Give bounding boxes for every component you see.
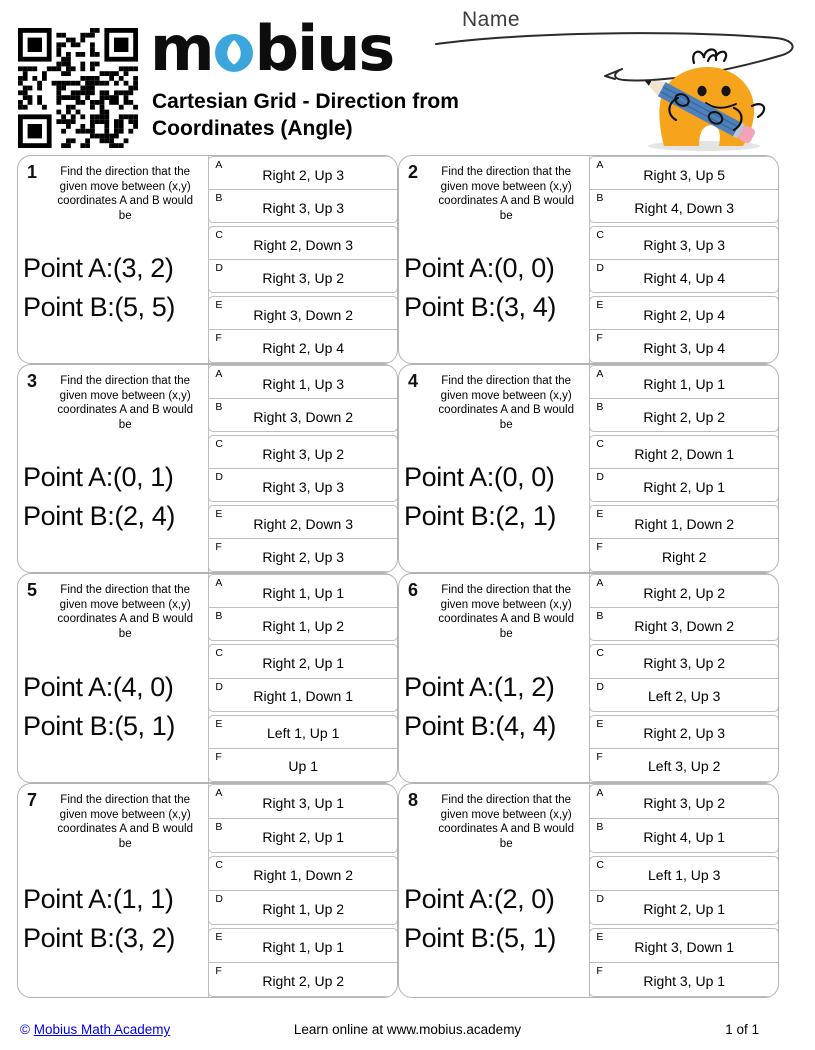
point-b-text: Point B:(5, 5) [23, 292, 175, 323]
option-group [589, 574, 779, 641]
answer-option [590, 366, 778, 398]
point-a-text: Point A:(1, 2) [404, 671, 555, 702]
option-letter: C [215, 229, 223, 241]
problem-number: 7 [27, 790, 38, 810]
point-b-text: Point B:(3, 4) [404, 292, 556, 323]
answer-option [590, 436, 778, 468]
option-text: Right 3, Down 1 [634, 939, 734, 955]
answer-option [590, 962, 778, 996]
option-letter: D [215, 893, 223, 905]
qr-code-icon [18, 28, 138, 148]
answer-option [590, 538, 778, 571]
option-letter: A [215, 159, 223, 171]
problem-description [18, 784, 209, 997]
option-letter: D [596, 893, 604, 905]
option-text: Right 2, Up 1 [262, 654, 345, 671]
option-text: Left 2, Up 3 [648, 688, 721, 705]
option-letter: A [215, 787, 223, 799]
option-group [208, 856, 398, 925]
option-letter: F [215, 332, 222, 344]
mobius-logo [150, 12, 394, 85]
option-text: Right 3, Up 2 [262, 269, 345, 286]
option-text: Right 2, Up 3 [262, 166, 345, 183]
water-drop-o-icon [214, 31, 254, 73]
option-text: Right 1, Up 2 [262, 617, 345, 634]
problem-question-text: Find the direction that the given move between (x,y) coordinates A and B would be [438, 794, 574, 851]
option-text: Right 3, Up 3 [643, 236, 726, 253]
answer-option [590, 645, 778, 677]
answer-option [590, 506, 778, 538]
option-text: Right 3, Up 2 [262, 445, 345, 462]
problem-question-text: Find the direction that the given move between (x,y) coordinates A and B would be [57, 166, 193, 223]
answer-option [209, 398, 397, 431]
option-letter: A [596, 577, 604, 589]
answer-option [590, 748, 778, 781]
option-group [208, 784, 398, 853]
problem-block [398, 155, 779, 364]
mascot-icon [602, 46, 787, 152]
option-text: Right 2, Up 2 [643, 584, 726, 601]
answer-option [209, 157, 397, 189]
option-text: Right 3, Up 4 [643, 339, 726, 356]
answer-option [590, 259, 778, 292]
point-a-text: Point A:(0, 0) [404, 462, 555, 493]
option-text: Right 1, Down 2 [253, 867, 353, 883]
copyright-symbol: © [20, 1022, 30, 1037]
option-letter: D [596, 471, 604, 483]
option-letter: B [215, 401, 223, 413]
option-letter: B [215, 821, 223, 833]
mobius-academy-link[interactable]: Mobius Math Academy [33, 1022, 171, 1037]
answer-option [590, 785, 778, 818]
problem-description [399, 156, 590, 363]
answer-option [590, 398, 778, 431]
logo-text-after: bius [254, 12, 394, 85]
option-letter: D [215, 680, 223, 693]
problem-number: 4 [408, 371, 419, 391]
answer-options [590, 574, 778, 782]
answer-option [209, 575, 397, 607]
option-letter: E [596, 931, 604, 943]
answer-option [590, 678, 778, 711]
option-letter: A [596, 159, 604, 171]
option-group [589, 856, 779, 925]
option-letter: F [215, 750, 222, 763]
option-letter: B [215, 610, 223, 623]
point-b-text: Point B:(5, 1) [404, 923, 556, 954]
answer-option [209, 890, 397, 924]
problem-block [17, 573, 398, 783]
answer-option [590, 818, 778, 852]
problem-question-text: Find the direction that the given move between (x,y) coordinates A and B would be [438, 166, 574, 223]
answer-option [590, 890, 778, 924]
option-letter: C [596, 229, 604, 241]
option-letter: A [215, 577, 223, 589]
option-letter: E [215, 717, 223, 730]
option-group [208, 715, 398, 782]
problem-question-text: Find the direction that the given move between (x,y) coordinates A and B would be [57, 584, 193, 641]
point-b-text: Point B:(3, 2) [23, 923, 175, 954]
problem-description [18, 365, 209, 572]
answer-option [590, 157, 778, 189]
option-letter: C [215, 859, 223, 871]
option-letter: D [596, 262, 604, 274]
answer-option [209, 227, 397, 259]
option-letter: F [596, 541, 603, 553]
option-group [208, 296, 398, 363]
answer-option [209, 436, 397, 468]
option-letter: A [596, 368, 604, 380]
option-group [589, 296, 779, 363]
option-text: Right 3, Up 2 [643, 654, 726, 671]
worksheet-title-line1: Cartesian Grid - Direction from [152, 90, 459, 113]
problem-number: 5 [27, 580, 38, 600]
option-text: Left 1, Up 3 [648, 867, 721, 883]
option-group [589, 435, 779, 502]
problem-points [18, 224, 208, 353]
option-text: Right 4, Down 3 [634, 199, 734, 216]
problem-number: 3 [27, 371, 38, 391]
problem-number: 6 [408, 580, 419, 600]
option-letter: D [215, 262, 223, 274]
option-text: Right 3, Up 5 [643, 166, 726, 183]
problem-description [18, 574, 209, 782]
answer-option [209, 189, 397, 222]
option-group [208, 928, 398, 997]
answer-option [590, 716, 778, 748]
option-text: Right 2, Up 3 [262, 548, 345, 565]
option-text: Right 3, Up 3 [262, 478, 345, 495]
option-text: Right 3, Up 3 [262, 199, 345, 216]
option-letter: B [596, 401, 604, 413]
answer-option [209, 818, 397, 852]
answer-options [209, 574, 397, 782]
option-letter: A [596, 787, 604, 799]
option-letter: C [215, 438, 223, 450]
problem-number: 1 [27, 162, 38, 182]
option-group [589, 928, 779, 997]
point-a-text: Point A:(0, 0) [404, 253, 555, 284]
problem-block [398, 364, 779, 573]
option-letter: E [215, 931, 223, 943]
option-text: Right 2, Up 2 [643, 408, 726, 425]
answer-option [209, 962, 397, 996]
problem-number: 2 [408, 162, 419, 182]
point-a-text: Point A:(2, 0) [404, 884, 555, 915]
option-text: Right 4, Up 4 [643, 269, 726, 286]
option-group [589, 156, 779, 223]
option-letter: C [596, 438, 604, 450]
option-letter: E [596, 717, 604, 730]
answer-option [209, 929, 397, 962]
option-group [208, 574, 398, 641]
answer-option [209, 259, 397, 292]
problem-points [399, 224, 589, 353]
option-letter: F [596, 332, 603, 344]
option-text: Right 2, Up 3 [643, 725, 726, 742]
option-letter: E [596, 299, 604, 311]
footer-center-text: Learn online at www.mobius.academy [293, 1022, 522, 1037]
option-group [589, 365, 779, 432]
option-text: Right 4, Up 1 [643, 829, 726, 845]
answer-option [209, 297, 397, 329]
option-letter: E [215, 299, 223, 311]
option-text: Right 1, Down 2 [634, 515, 734, 532]
option-text: Right 1, Up 1 [262, 584, 345, 601]
option-group [208, 156, 398, 223]
answer-option [209, 468, 397, 501]
option-letter: F [596, 750, 603, 763]
answer-options [209, 365, 397, 572]
answer-option [590, 227, 778, 259]
problem-points [18, 433, 208, 562]
option-text: Right 3, Down 2 [634, 617, 734, 634]
point-b-text: Point B:(2, 1) [404, 501, 556, 532]
answer-options [590, 156, 778, 363]
option-text: Right 2, Up 1 [643, 478, 726, 495]
option-text: Right 2 [662, 548, 707, 565]
page-header [0, 0, 815, 154]
answer-option [590, 297, 778, 329]
point-b-text: Point B:(2, 4) [23, 501, 175, 532]
problem-block [17, 364, 398, 573]
option-text: Left 3, Up 2 [648, 758, 721, 775]
answer-options [209, 784, 397, 997]
option-text: Right 3, Down 2 [253, 306, 353, 323]
option-group [589, 715, 779, 782]
option-text: Right 1, Down 1 [253, 688, 353, 705]
option-text: Right 1, Up 1 [643, 375, 726, 392]
option-letter: C [215, 647, 223, 660]
answer-option [209, 329, 397, 362]
option-group [208, 644, 398, 711]
problem-block [17, 155, 398, 364]
name-label: Name [462, 8, 521, 31]
answer-option [209, 645, 397, 677]
option-letter: E [215, 508, 223, 520]
answer-option [209, 785, 397, 818]
page-indicator: 1 of 1 [725, 1022, 759, 1037]
answer-option [209, 506, 397, 538]
option-text: Right 2, Up 4 [643, 306, 726, 323]
option-letter: B [596, 192, 604, 204]
option-text: Right 2, Up 1 [262, 829, 345, 845]
option-text: Right 2, Down 1 [634, 445, 734, 462]
answer-option [590, 575, 778, 607]
answer-options [590, 784, 778, 997]
option-letter: D [215, 471, 223, 483]
option-text: Right 1, Up 1 [262, 939, 345, 955]
answer-option [209, 716, 397, 748]
page-footer [0, 1022, 815, 1044]
problem-description [18, 156, 209, 363]
option-text: Right 3, Up 1 [262, 795, 345, 811]
answer-options [590, 365, 778, 572]
option-letter: E [596, 508, 604, 520]
option-text: Right 1, Up 2 [262, 901, 345, 917]
problem-description [399, 784, 590, 997]
option-text: Right 1, Up 3 [262, 375, 345, 392]
point-a-text: Point A:(3, 2) [23, 253, 174, 284]
problem-question-text: Find the direction that the given move between (x,y) coordinates A and B would be [57, 794, 193, 851]
option-group [208, 226, 398, 293]
answer-option [590, 857, 778, 890]
point-b-text: Point B:(4, 4) [404, 710, 556, 741]
answer-option [209, 857, 397, 890]
problem-points [18, 852, 208, 987]
problem-points [399, 852, 589, 987]
option-group [589, 505, 779, 572]
option-letter: B [215, 192, 223, 204]
answer-option [590, 329, 778, 362]
option-text: Right 3, Down 2 [253, 408, 353, 425]
option-letter: B [596, 821, 604, 833]
problem-block [398, 573, 779, 783]
problem-number: 8 [408, 790, 419, 810]
option-letter: A [215, 368, 223, 380]
problem-description [399, 365, 590, 572]
option-text: Right 3, Up 2 [643, 795, 726, 811]
problem-question-text: Find the direction that the given move between (x,y) coordinates A and B would be [57, 375, 193, 432]
problem-points [399, 433, 589, 562]
answer-option [209, 538, 397, 571]
problems-grid [17, 155, 779, 998]
answer-option [590, 189, 778, 222]
option-group [589, 644, 779, 711]
option-group [208, 365, 398, 432]
problem-description [399, 574, 590, 782]
option-letter: D [596, 680, 604, 693]
problem-points [399, 642, 589, 772]
point-a-text: Point A:(0, 1) [23, 462, 174, 493]
option-text: Right 2, Up 4 [262, 339, 345, 356]
option-text: Right 2, Up 2 [262, 973, 345, 989]
option-letter: C [596, 859, 604, 871]
problem-points [18, 642, 208, 772]
answer-option [590, 468, 778, 501]
worksheet-title-line2: Coordinates (Angle) [152, 117, 353, 140]
option-group [208, 435, 398, 502]
problem-question-text: Find the direction that the given move between (x,y) coordinates A and B would be [438, 375, 574, 432]
answer-option [209, 748, 397, 781]
option-group [589, 226, 779, 293]
answer-option [209, 366, 397, 398]
answer-options [209, 156, 397, 363]
point-a-text: Point A:(4, 0) [23, 671, 174, 702]
option-group [589, 784, 779, 853]
point-a-text: Point A:(1, 1) [23, 884, 174, 915]
option-letter: C [596, 647, 604, 660]
option-text: Right 2, Down 3 [253, 515, 353, 532]
answer-option [209, 678, 397, 711]
option-text: Right 3, Up 1 [643, 973, 726, 989]
point-b-text: Point B:(5, 1) [23, 710, 175, 741]
option-text: Left 1, Up 1 [267, 725, 340, 742]
answer-option [209, 607, 397, 640]
problem-block [17, 783, 398, 998]
answer-option [590, 607, 778, 640]
option-text: Up 1 [288, 758, 318, 775]
answer-option [590, 929, 778, 962]
option-letter: B [596, 610, 604, 623]
option-letter: F [596, 965, 603, 977]
problem-question-text: Find the direction that the given move between (x,y) coordinates A and B would be [438, 584, 574, 641]
logo-text-before: m [150, 12, 213, 85]
option-letter: F [215, 541, 222, 553]
option-text: Right 2, Down 3 [253, 236, 353, 253]
option-group [208, 505, 398, 572]
option-text: Right 2, Up 1 [643, 901, 726, 917]
option-letter: F [215, 965, 222, 977]
problem-block [398, 783, 779, 998]
